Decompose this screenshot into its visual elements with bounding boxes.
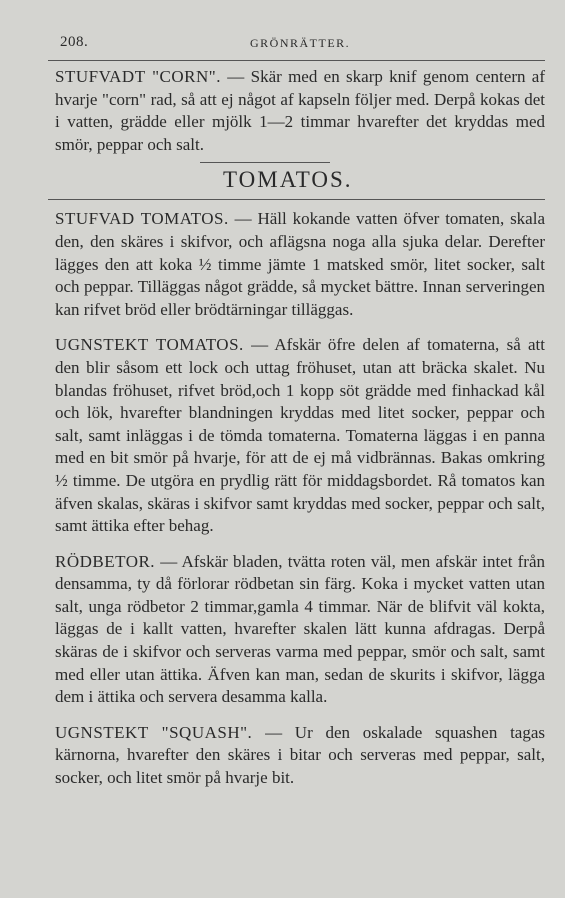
recipe-title: STUFVADT "CORN". xyxy=(55,67,221,86)
recipe-text: — Skär med en skarp knif genom centern af hvarje "corn" rad, så att ej något af kapseln följer med. Derpå kokas det i vatten, grädde eller mjölk 1—2 timmar hvarefter det kryddas med smör, peppar och salt. xyxy=(55,67,545,154)
running-title: GRÖNRÄTTER. xyxy=(250,36,351,50)
recipe-stufvad-tomatos xyxy=(55,208,545,321)
recipe-rodbetor xyxy=(55,551,545,709)
recipe-text: — Häll kokande vatten öfver tomaten, skala den, den skäres i skifvor, och aflägsna noga alla sjuka delar. Derefter lägges den att koka ½ timme jämte 1 matsked smör, litet socker, salt och peppar. Tilläggas något grädde, så mycket bättre. Innan serveringen kan rifvet bröd eller brödtärningar tilläggas. xyxy=(55,209,545,319)
section-rule xyxy=(48,199,545,200)
header-rule xyxy=(48,60,545,61)
page-body xyxy=(55,66,545,790)
page-number: 208. xyxy=(60,34,89,50)
page-header xyxy=(50,34,545,56)
recipe-title: STUFVAD TOMATOS. xyxy=(55,209,229,229)
recipe-text: — Afskär bladen, tvätta roten väl, men afskär intet från densamma, ty då förlorar rödbetan sin färg. Koka i mycket vatten utan salt, unga rödbetor 2 timmar,gamla 4 timmar. När de blifvit väl kokta, läggas de i kallt vatten, hvarefter skalen lätt kunna afdragas. Derpå skäras de i skifvor och serveras varma med peppar, smör och salt, samt med eller utan ättika. Äfven kan man, sedan de skurits i skifvor, lägga dem i ättika och servera desamma kalla. xyxy=(55,551,545,707)
recipe-text: — Ur den oskalade squashen tagas kärnorna, hvarefter den skäres i bitar och serveras med peppar, salt, socker, och litet smör på hvarje bit. xyxy=(55,722,546,788)
section-heading-tomatos: TOMATOS. xyxy=(223,167,353,193)
recipe-stufvadt-corn xyxy=(55,66,545,156)
recipe-ugnstekt-squash xyxy=(55,722,545,790)
section-divider xyxy=(200,162,330,163)
recipe-ugnstekt-tomatos xyxy=(55,334,545,537)
recipe-title: RÖDBETOR. xyxy=(55,551,156,571)
recipe-text: — Afskär öfre delen af tomaterna, så att den blir såsom ett lock och uttag fröhuset, utan att bräcka skalet. Nu blandas fröhuset, rifvet bröd,och 1 kopp söt grädde med finhackad kål och lök, hvarefter blandningen kryddas med litet socker, peppar och salt, samt inläggas i de tömda tomaterna. Tomaterna läggas i en panna med en bit smör på hvarje, för att de ej må vidbrännas. Bakas omkring ½ timme. De utgöra en prydlig rätt för middagsbordet. Rå tomatos kan äfven skalas, skäras i skifvor samt kryddas med socker, peppar och salt, samt ättika efter behag. xyxy=(55,335,545,536)
recipe-title: UGNSTEKT "SQUASH". xyxy=(55,722,253,742)
recipe-title: UGNSTEKT TOMATOS. xyxy=(55,335,244,355)
